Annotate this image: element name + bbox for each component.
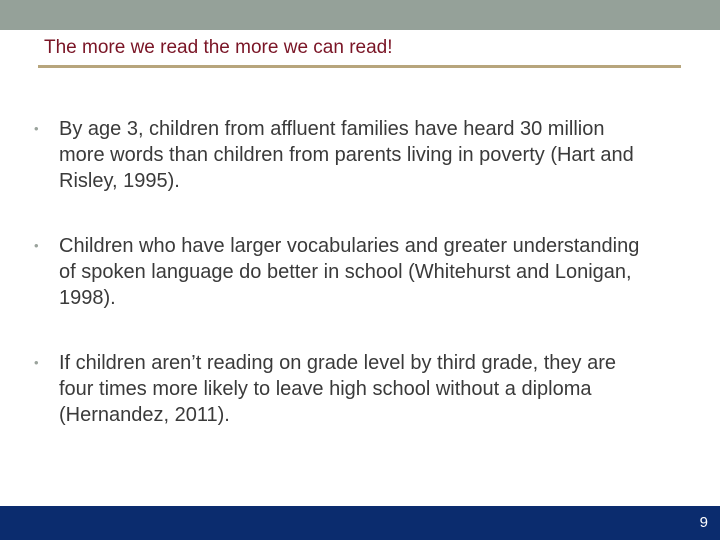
- slide-title: The more we read the more we can read!: [44, 37, 393, 58]
- bullet-item: [34, 233, 644, 311]
- bullet-icon: •: [34, 121, 39, 136]
- top-band: [0, 0, 720, 30]
- bullet-item: [34, 116, 644, 194]
- bullet-icon: •: [34, 355, 39, 370]
- bullet-icon: •: [34, 238, 39, 253]
- bottom-band: [0, 506, 720, 540]
- title-underline: [38, 65, 681, 68]
- page-number: 9: [699, 514, 708, 531]
- bullet-list: [34, 116, 644, 428]
- bullet-text: Children who have larger vocabularies and greater understanding of spoken language do better in school (Whitehurst and Lonigan, 1998).: [59, 235, 640, 309]
- bullet-text: By age 3, children from affluent families have heard 30 million more words than children from parents living in poverty (Hart and Risley, 1995).: [59, 118, 634, 192]
- bullet-text: If children aren’t reading on grade level by third grade, they are four times more likely to leave high school without a diploma (Hernandez, 2011).: [59, 352, 617, 426]
- bullet-item: [34, 350, 644, 428]
